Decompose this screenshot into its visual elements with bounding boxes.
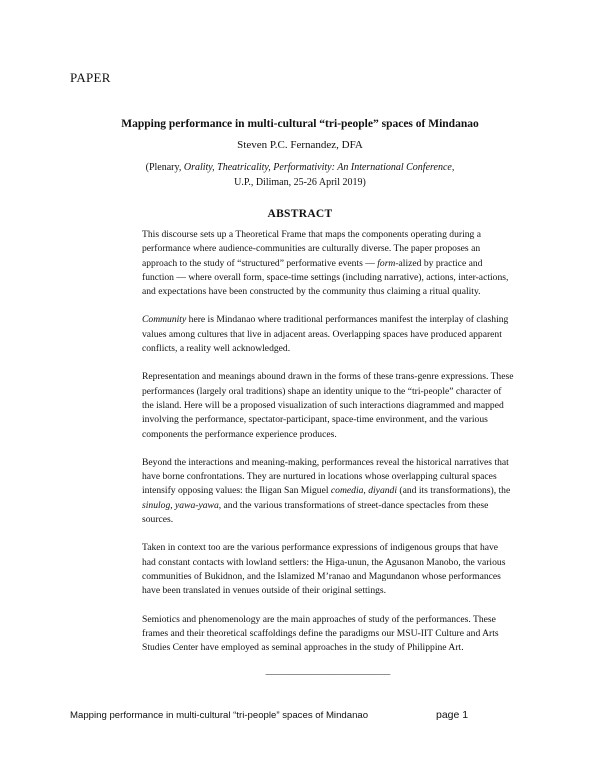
- abstract-paragraph-2: [142, 313, 514, 356]
- p1-text-c: -alized by practice and function — where overall form, space-time settings (including narrative), actions, inter-actions, and expectations have been constructed by the community thus claiming a ritual quality.: [142, 257, 509, 298]
- footer-page-number: page 1: [436, 709, 469, 721]
- p2-text-community: Community: [142, 314, 187, 326]
- p4-text-comedia: comedia, diyandi: [330, 485, 397, 497]
- paper-venue: [0, 160, 600, 190]
- abstract-paragraph-5: Taken in context too are the various performance expressions of indigenous groups that have had constant contacts with lowland settlers: the Higa-unun, the Agusanon Manobo, the various communities of Bukidnon, and the Islamized M’ranao and Magundanon whose performances have been translated in venues outside of their original settings.: [142, 542, 506, 597]
- p2-text-b: here is Mindanao where traditional performances manifest the interplay of clashing values among cultures that live in adjacent areas. Overlapping spaces have produced apparent conflicts, a reality well acknowledged.: [142, 314, 509, 355]
- venue-conference: Orality, Theatricality, Performativity: An International Conference,: [183, 162, 455, 173]
- paper-title: Mapping performance in multi-cultural “tri-people” spaces of Mindanao: [121, 118, 479, 130]
- abstract-paragraph-3: Representation and meanings abound drawn in the forms of these trans-genre expressions. These performances (largely oral traditions) shape an identity unique to the “tri-people” character of the island. Here will be a proposed visualization of such interactions diagrammed and mapped involving the performance, spectator-participant, space-time environment, and the various components the performance experience produces.: [142, 371, 514, 440]
- abstract-paragraph-6: Semiotics and phenomenology are the main approaches of study of the performances. These frames and their theoretical scaffoldings define the paradigms our MSU-IIT Culture and Arts Studies Center have employed as seminal approaches in the study of Philippine Art.: [142, 613, 499, 654]
- p4-text-c: (and its transformations), the: [397, 485, 511, 497]
- abstract-paragraph-4: [142, 456, 514, 527]
- p1-text-a: This discourse sets up a Theoretical Frame that maps the components operating during a performance where audience-communities are culturally diverse. The paper proposes an approach to the study of “structured” performative events —: [142, 229, 481, 269]
- venue-place-date: U.P., Diliman, 25-26 April 2019): [234, 177, 366, 188]
- end-rule: —————————————: [265, 669, 391, 681]
- abstract-paragraph-1: [142, 228, 514, 299]
- abstract-heading: ABSTRACT: [267, 208, 333, 220]
- p1-text-form: form: [377, 257, 396, 269]
- venue-prefix: (Plenary,: [145, 162, 184, 173]
- section-label: PAPER: [70, 70, 111, 85]
- p4-text-a: Beyond the interactions and meaning-making, performances reveal the historical narratives that have borne confrontations. They are nurtured in locations whose overlapping cultural spaces intensify opposing values: the Iligan San Miguel: [142, 456, 509, 497]
- footer-title: Mapping performance in multi-cultural “tri-people” spaces of Mindanao: [70, 710, 369, 721]
- paper-author: Steven P.C. Fernandez, DFA: [237, 139, 363, 151]
- p4-text-sinulog: sinulog, yawa-yawa: [142, 499, 219, 511]
- abstract-body: [142, 228, 514, 681]
- p4-text-e: , and the various transformations of street-dance spectacles from these sources.: [142, 499, 489, 526]
